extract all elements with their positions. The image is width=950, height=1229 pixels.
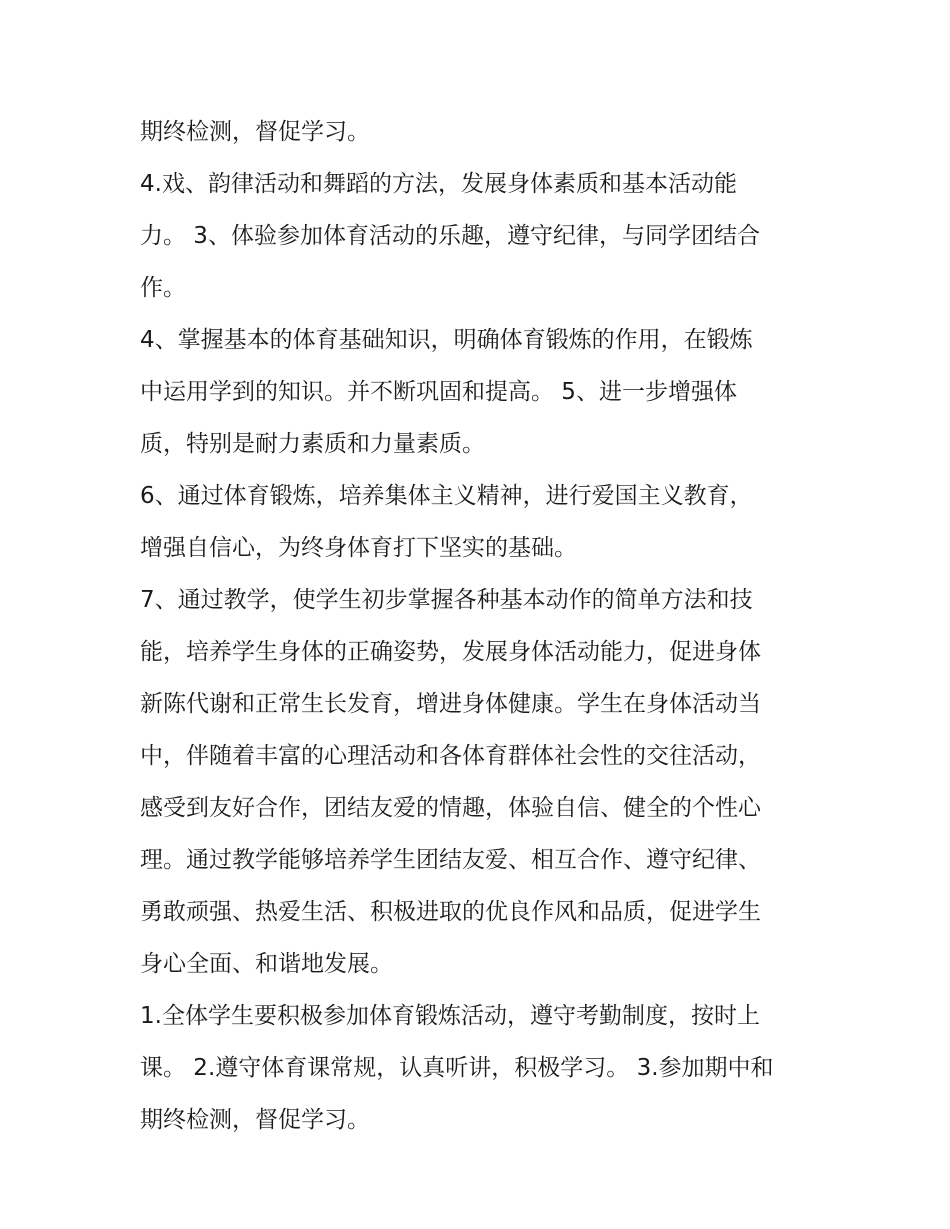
text-line: 期终检测，督促学习。 [140,1107,370,1133]
text-line: 质，特别是耐力素质和力量素质。 [140,431,485,457]
text-line: 新陈代谢和正常生长发育，增进身体健康。学生在身体活动当 [140,691,761,717]
body-text [140,106,820,1146]
text-line: 6、通过体育锻炼，培养集体主义精神，进行爱国主义教育， [140,483,753,509]
text-line: 身心全面、和谐地发展。 [140,951,393,977]
text-line: 作。 [140,275,186,301]
text-line: 中运用学到的知识。并不断巩固和提高。 5、进一步增强体 [140,379,737,405]
text-line: 感受到友好合作，团结友爱的情趣，体验自信、健全的个性心 [140,795,761,821]
text-line: 1.全体学生要积极参加体育锻炼活动，遵守考勤制度，按时上 [140,1003,760,1029]
text-line: 4、掌握基本的体育基础知识，明确体育锻炼的作用，在锻炼 [140,327,753,353]
text-line: 增强自信心，为终身体育打下坚实的基础。 [140,535,577,561]
text-line: 力。 3、体验参加体育活动的乐趣，遵守纪律，与同学团结合 [140,223,760,249]
text-line: 理。通过教学能够培养学生团结友爱、相互合作、遵守纪律、 [140,847,761,873]
text-line: 能，培养学生身体的正确姿势，发展身体活动能力，促进身体 [140,639,761,665]
text-line: 课。 2.遵守体育课常规，认真听讲，积极学习。 3.参加期中和 [140,1055,774,1081]
text-line: 7、通过教学，使学生初步掌握各种基本动作的简单方法和技 [140,587,753,613]
text-line: 中，伴随着丰富的心理活动和各体育群体社会性的交往活动， [140,743,761,769]
text-line: 期终检测，督促学习。 [140,119,370,145]
text-line: 4.戏、韵律活动和舞蹈的方法，发展身体素质和基本活动能 [140,171,737,197]
text-line: 勇敢顽强、热爱生活、积极进取的优良作风和品质，促进学生 [140,899,761,925]
